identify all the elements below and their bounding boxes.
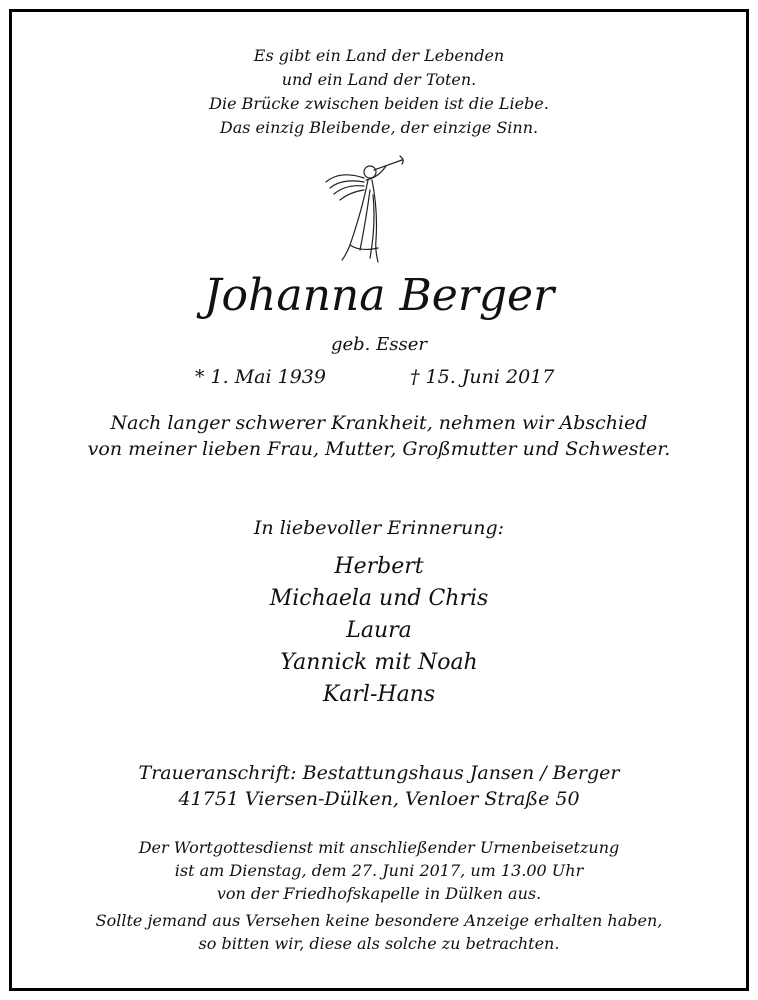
service-line: so bitten wir, diese als solche zu betrachten. <box>198 934 560 953</box>
service-line: ist am Dienstag, dem 27. Juni 2017, um 13.00 Uhr <box>174 861 584 880</box>
birth-date: * 1. Mai 1939 <box>195 366 326 388</box>
death-date: † 15. Juni 2017 <box>410 366 555 388</box>
family-member: Yannick mit Noah <box>280 650 478 675</box>
maiden-name: geb. Esser <box>330 334 427 355</box>
message-line: Nach langer schwerer Krankheit, nehmen wir Abschied <box>110 412 648 434</box>
poem-line: und ein Land der Toten. <box>281 70 477 89</box>
address-line: Traueranschrift: Bestattungshaus Jansen / Berger <box>138 762 620 784</box>
angel-with-trumpet-icon <box>320 150 410 270</box>
poem-line: Das einzig Bleibende, der einzige Sinn. <box>219 118 539 137</box>
message-line: von meiner lieben Frau, Mutter, Großmutter und Schwester. <box>87 438 671 460</box>
family-member: Herbert <box>334 554 424 579</box>
family-member: Laura <box>346 618 412 643</box>
poem-line: Die Brücke zwischen beiden ist die Liebe. <box>209 94 549 113</box>
family-member: Michaela und Chris <box>269 586 489 611</box>
memory-heading: In liebevoller Erinnerung: <box>253 517 505 539</box>
address-line: 41751 Viersen-Dülken, Venloer Straße 50 <box>178 788 580 810</box>
deceased-name: Johanna Berger <box>203 270 555 321</box>
service-line: von der Friedhofskapelle in Dülken aus. <box>216 884 542 903</box>
service-line: Der Wortgottesdienst mit anschließender Urnenbeisetzung <box>138 838 620 857</box>
service-line: Sollte jemand aus Versehen keine besondere Anzeige erhalten haben, <box>95 911 663 930</box>
family-member: Karl-Hans <box>322 682 436 707</box>
poem-line: Es gibt ein Land der Lebenden <box>253 46 505 65</box>
